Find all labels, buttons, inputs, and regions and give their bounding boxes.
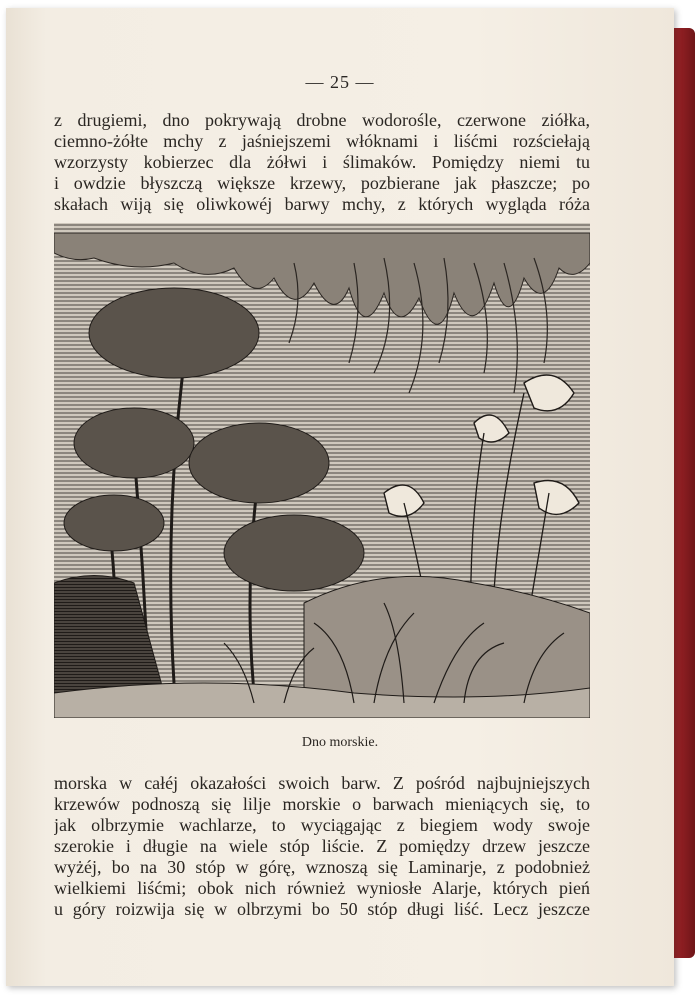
text-line: szerokie i długie na wiele stóp liście. Z pomiędzy drzew jeszcze: [54, 836, 590, 856]
book-page: [6, 8, 674, 986]
text-line: skałach wiją się oliwkowéj barwy mchy, z których wygląda róża: [54, 194, 590, 214]
seabed-engraving: [54, 223, 590, 718]
text-line: krzewów podnoszą się lilje morskie o barwach mieniących się, to: [54, 794, 590, 814]
text-line: z drugiemi, dno pokrywają drobne wodorośle, czerwone ziółka,: [54, 110, 590, 130]
text-line: i owdzie błyszczą większe krzewy, pozbierane jak płaszcze; po: [54, 173, 590, 193]
top-paragraph: [54, 110, 590, 215]
figure-caption: Dno morskie.: [301, 735, 379, 750]
text-line: jak olbrzymie wachlarze, to wyciągając z biegiem wody swoje: [54, 815, 590, 835]
text-line: wielkiemi liśćmi; obok nich również wyniosłe Alarje, których pień: [54, 878, 590, 898]
text-line: ciemno-żółte mchy z jaśniejszemi włóknami i liśćmi rozściełają: [54, 131, 590, 151]
text-line: wzorzysty kobierzec dla żółwi i ślimaków. Pomiędzy niemi tu: [54, 152, 590, 172]
text-line: u góry roizwija się w olbrzymi bo 50 stóp długi liść. Lecz jeszcze: [54, 899, 590, 919]
text-line: morska w całéj okazałości swoich barw. Z pośród najbujniejszych: [54, 773, 590, 793]
text-line: wyżéj, bo na 30 stóp w górę, wznoszą się Laminarje, z podobnież: [54, 857, 590, 877]
bottom-paragraph: [54, 773, 590, 920]
page-number: — 25 —: [305, 72, 375, 92]
